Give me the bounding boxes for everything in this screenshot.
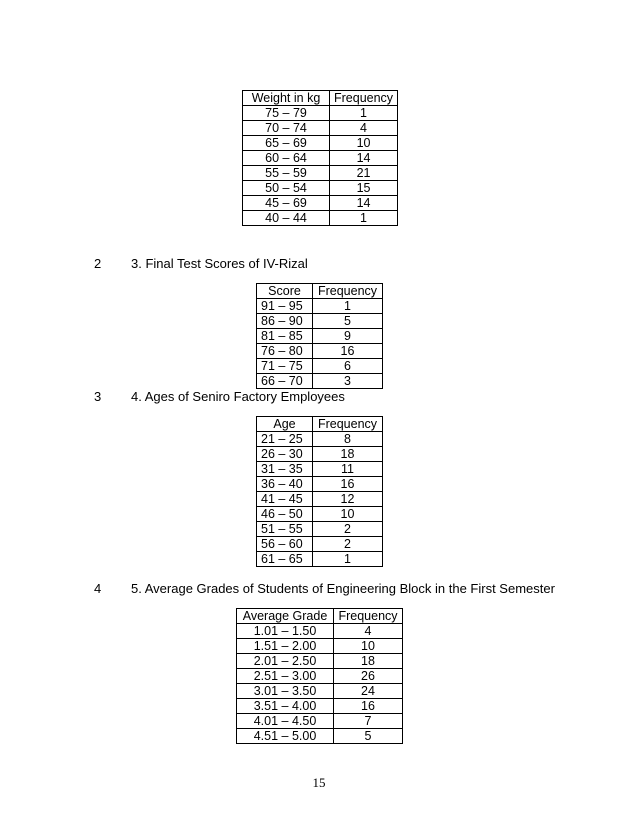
table-row	[237, 654, 403, 669]
class-interval: 66 – 70	[257, 374, 313, 389]
frequency-value: 10	[313, 507, 383, 522]
class-interval: 4.01 – 4.50	[237, 714, 334, 729]
class-interval: 4.51 – 5.00	[237, 729, 334, 744]
table-row	[243, 196, 398, 211]
frequency-value: 3	[313, 374, 383, 389]
frequency-value: 16	[313, 477, 383, 492]
table-row	[237, 699, 403, 714]
column-header: Frequency	[313, 417, 383, 432]
column-header: Frequency	[330, 91, 398, 106]
table-row	[237, 624, 403, 639]
score-table-block	[256, 283, 383, 389]
column-header: Frequency	[313, 284, 383, 299]
frequency-value: 5	[313, 314, 383, 329]
table-row	[237, 729, 403, 744]
table-row	[257, 329, 383, 344]
table-row	[243, 151, 398, 166]
frequency-value: 2	[313, 522, 383, 537]
frequency-value: 11	[313, 462, 383, 477]
frequency-value: 4	[334, 624, 403, 639]
weight-table-block	[242, 90, 398, 226]
section-title: 3. Final Test Scores of IV-Rizal	[131, 256, 308, 271]
table-row	[257, 507, 383, 522]
grade-table-block	[236, 608, 403, 744]
class-interval: 50 – 54	[243, 181, 330, 196]
class-interval: 76 – 80	[257, 344, 313, 359]
table-header-row	[237, 609, 403, 624]
frequency-value: 7	[334, 714, 403, 729]
table-row	[257, 299, 383, 314]
section-title: 4. Ages of Seniro Factory Employees	[131, 389, 345, 404]
class-interval: 26 – 30	[257, 447, 313, 462]
frequency-value: 14	[330, 151, 398, 166]
frequency-value: 18	[334, 654, 403, 669]
class-interval: 70 – 74	[243, 121, 330, 136]
table-row	[243, 211, 398, 226]
frequency-value: 5	[334, 729, 403, 744]
class-interval: 91 – 95	[257, 299, 313, 314]
class-interval: 2.51 – 3.00	[237, 669, 334, 684]
frequency-value: 2	[313, 537, 383, 552]
margin-number: 4	[94, 581, 102, 596]
table-row	[243, 181, 398, 196]
table-row	[243, 136, 398, 151]
table-header-row	[257, 417, 383, 432]
class-interval: 60 – 64	[243, 151, 330, 166]
class-interval: 1.01 – 1.50	[237, 624, 334, 639]
frequency-value: 4	[330, 121, 398, 136]
table-row	[237, 639, 403, 654]
frequency-value: 1	[313, 552, 383, 567]
column-header: Average Grade	[237, 609, 334, 624]
class-interval: 81 – 85	[257, 329, 313, 344]
page-number: 15	[312, 775, 326, 790]
frequency-value: 1	[330, 106, 398, 121]
table-row	[243, 106, 398, 121]
class-interval: 51 – 55	[257, 522, 313, 537]
table-row	[257, 374, 383, 389]
table-row	[257, 552, 383, 567]
table-row	[237, 714, 403, 729]
class-interval: 3.01 – 3.50	[237, 684, 334, 699]
table-row	[257, 344, 383, 359]
table-row	[243, 166, 398, 181]
class-interval: 36 – 40	[257, 477, 313, 492]
table-row	[257, 537, 383, 552]
column-header: Weight in kg	[243, 91, 330, 106]
age-table-block	[256, 416, 383, 567]
frequency-value: 1	[330, 211, 398, 226]
class-interval: 86 – 90	[257, 314, 313, 329]
class-interval: 55 – 59	[243, 166, 330, 181]
class-interval: 1.51 – 2.00	[237, 639, 334, 654]
class-interval: 75 – 79	[243, 106, 330, 121]
frequency-value: 6	[313, 359, 383, 374]
class-interval: 2.01 – 2.50	[237, 654, 334, 669]
table-row	[257, 462, 383, 477]
table-row	[257, 447, 383, 462]
class-interval: 71 – 75	[257, 359, 313, 374]
table-header-row	[243, 91, 398, 106]
class-interval: 45 – 69	[243, 196, 330, 211]
table-row	[257, 477, 383, 492]
age-frequency-table	[256, 416, 383, 567]
score-frequency-table	[256, 283, 383, 389]
frequency-value: 15	[330, 181, 398, 196]
frequency-value: 8	[313, 432, 383, 447]
class-interval: 3.51 – 4.00	[237, 699, 334, 714]
frequency-value: 14	[330, 196, 398, 211]
column-header: Score	[257, 284, 313, 299]
frequency-value: 21	[330, 166, 398, 181]
class-interval: 46 – 50	[257, 507, 313, 522]
frequency-value: 10	[334, 639, 403, 654]
grade-frequency-table	[236, 608, 403, 744]
section-title: 5. Average Grades of Students of Engineering Block in the First Semester	[131, 581, 555, 596]
frequency-value: 16	[334, 699, 403, 714]
table-row	[257, 314, 383, 329]
column-header: Frequency	[334, 609, 403, 624]
class-interval: 40 – 44	[243, 211, 330, 226]
frequency-value: 24	[334, 684, 403, 699]
table-row	[257, 359, 383, 374]
frequency-value: 9	[313, 329, 383, 344]
frequency-value: 12	[313, 492, 383, 507]
class-interval: 31 – 35	[257, 462, 313, 477]
class-interval: 61 – 65	[257, 552, 313, 567]
weight-frequency-table	[242, 90, 398, 226]
column-header: Age	[257, 417, 313, 432]
margin-number: 3	[94, 389, 102, 404]
class-interval: 21 – 25	[257, 432, 313, 447]
table-row	[237, 684, 403, 699]
table-row	[257, 522, 383, 537]
frequency-value: 16	[313, 344, 383, 359]
table-row	[237, 669, 403, 684]
frequency-value: 1	[313, 299, 383, 314]
table-row	[243, 121, 398, 136]
frequency-value: 10	[330, 136, 398, 151]
table-header-row	[257, 284, 383, 299]
table-row	[257, 432, 383, 447]
frequency-value: 26	[334, 669, 403, 684]
margin-number: 2	[94, 256, 102, 271]
class-interval: 65 – 69	[243, 136, 330, 151]
table-row	[257, 492, 383, 507]
class-interval: 41 – 45	[257, 492, 313, 507]
frequency-value: 18	[313, 447, 383, 462]
class-interval: 56 – 60	[257, 537, 313, 552]
